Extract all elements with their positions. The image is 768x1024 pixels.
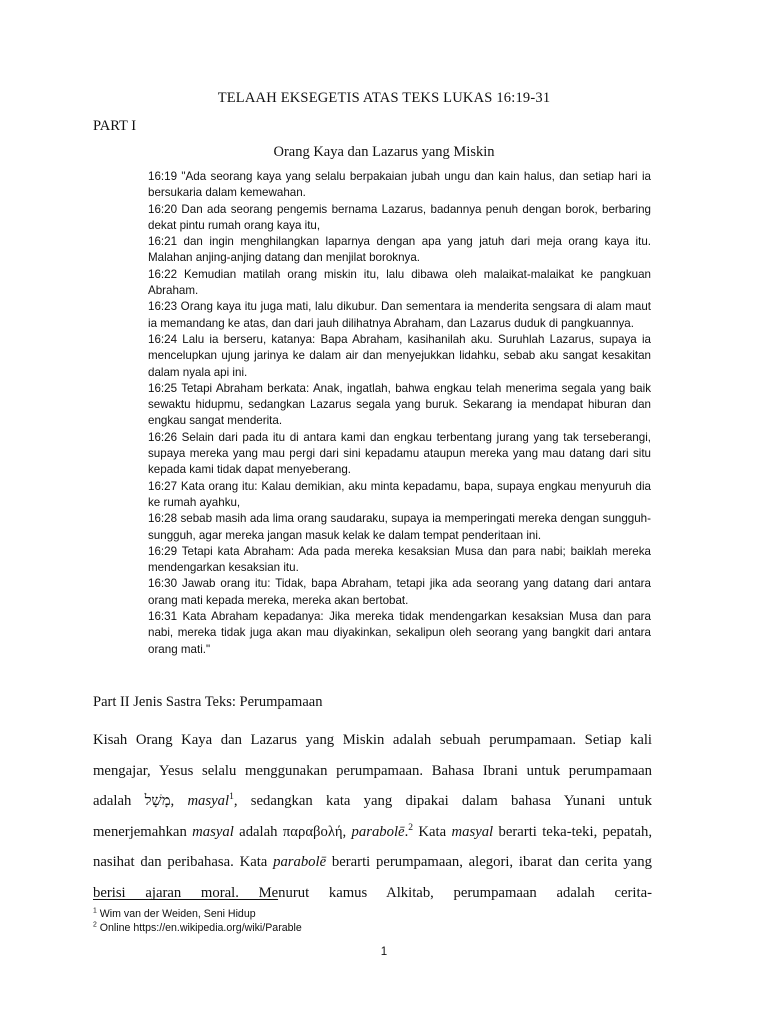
footnote-1 (93, 907, 256, 921)
footnote-2 (93, 921, 302, 935)
footnote-text: Wim van der Weiden, Seni Hidup (96, 908, 256, 920)
text-run: Kata (413, 823, 452, 840)
footnote-ref-1[interactable]: 1 (229, 791, 234, 803)
verse-16-30: 16:30 Jawab orang itu: Tidak, bapa Abraham, tetapi jika ada seorang yang datang dari antara orang mati kepada mereka, mereka akan bertobat. (148, 577, 651, 607)
text-run: , (170, 793, 188, 810)
text-run: adalah (233, 823, 283, 840)
footnote-number: 2 (93, 921, 97, 929)
body-paragraph (93, 725, 652, 909)
term-parabole: parabolē (351, 823, 405, 840)
verse-16-22: 16:22 Kemudian matilah orang miskin itu, lalu dibawa oleh malaikat-malaikat ke pangkuan Abraham. (148, 267, 651, 298)
term-masyal: masyal (192, 823, 234, 840)
text-run: , sedangkan kata yang dipakai dalam bahasa Yunani untuk menerjemahkan (93, 793, 652, 840)
text-run: berarti teka-teki, pepatah, nasihat dan peribahasa. Kata (93, 823, 652, 871)
verse-16-23: 16:23 Orang kaya itu juga mati, lalu dikubur. Dan sementara ia menderita sengsara di alam maut ia memandang ke atas, dan dari jauh dilihatnya Abraham, dan Lazarus duduk di pangkuannya. (148, 300, 651, 330)
verse-16-19: 16:19 "Ada seorang kaya yang selalu berpakaian jubah ungu dan kain halus, dan setiap hari ia bersukaria dalam kemewahan. (148, 170, 651, 200)
verse-16-28: 16:28 sebab masih ada lima orang saudaraku, supaya ia memperingati mereka dengan sungguh-sungguh, agar mereka jangan masuk kelak ke dalam tempat penderitaan ini. (148, 512, 651, 542)
text-run: . (404, 823, 409, 840)
hebrew-word: מָשָׁל (144, 793, 171, 810)
verse-16-24: 16:24 Lalu ia berseru, katanya: Bapa Abraham, kasihanilah aku. Suruhlah Lazarus, supaya ia mencelupkan ujung jarinya ke dalam air dan menyejukkan lidahku, sebab aku sangat kesakitan dalam nyala api ini. (148, 332, 651, 379)
footnote-number: 1 (93, 907, 97, 915)
verse-16-25: 16:25 Tetapi Abraham berkata: Anak, ingatlah, bahwa engkau telah menerima segala yang baik sewaktu hidupmu, sedangkan Lazarus segala yang buruk. Sekarang ia mendapat hiburan dan engkau sangat menderita. (148, 381, 651, 428)
verse-16-31: 16:31 Kata Abraham kepadanya: Jika mereka tidak mendengarkan kesaksian Musa dan para nabi, mereka tidak juga akan mau diyakinkan, sekalipun oleh seorang yang bangkit dari antara orang mati." (148, 610, 651, 656)
footnote-text: Online https://en.wikipedia.org/wiki/Parable (96, 922, 302, 934)
greek-word: παραβολή (282, 823, 343, 840)
page-number: 1 (380, 946, 388, 958)
part-one-heading: PART I (93, 118, 137, 134)
footnote-ref-2[interactable]: 2 (408, 821, 414, 833)
verse-16-20: 16:20 Dan ada seorang pengemis bernama Lazarus, badannya penuh dengan borok, berbaring dekat pintu rumah orang kaya itu, (148, 202, 651, 232)
part-two-heading: Part II Jenis Sastra Teks: Perumpamaan (93, 694, 323, 710)
text-run: Kisah Orang Kaya dan Lazarus yang Miskin adalah sebuah perumpamaan. Setiap kali mengajar, Yesus selalu menggunakan perumpamaan. Bahasa Ibrani untuk perumpamaan adalah (93, 732, 652, 810)
term-masyal: masyal (451, 823, 494, 840)
footnote-separator (93, 899, 278, 900)
verse-16-21: 16:21 dan ingin menghilangkan laparnya dengan apa yang jatuh dari meja orang kaya itu. Malahan anjing-anjing datang dan menjilat boroknya. (148, 235, 651, 265)
section-subtitle: Orang Kaya dan Lazarus yang Miskin (273, 144, 495, 160)
body-text (93, 725, 652, 909)
verse-16-26: 16:26 Selain dari pada itu di antara kami dan engkau terbentang jurang yang tak terseberangi, supaya mereka yang mau pergi dari sini kepadamu ataupun mereka yang mau datang dari situ kepada kami tidak dapat menyeberang. (148, 430, 651, 477)
scripture-passage (148, 169, 651, 658)
term-parabole: parabolē (273, 854, 327, 871)
document-title: TELAAH EKSEGETIS ATAS TEKS LUKAS 16:19-31 (217, 90, 551, 106)
text-run: , (342, 823, 352, 840)
text-run: berarti perumpamaan, alegori, ibarat dan cerita yang berisi ajaran moral. Menurut kamus Alkitab, perumpamaan adalah cerita- (93, 854, 652, 901)
verse-16-29: 16:29 Tetapi kata Abraham: Ada pada mereka kesaksian Musa dan para nabi; baiklah mereka mendengarkan kesaksian itu. (148, 544, 651, 575)
verse-16-27: 16:27 Kata orang itu: Kalau demikian, aku minta kepadamu, bapa, supaya engkau menyuruh dia ke rumah ayahku, (148, 479, 651, 509)
term-masyal: masyal (187, 793, 230, 810)
